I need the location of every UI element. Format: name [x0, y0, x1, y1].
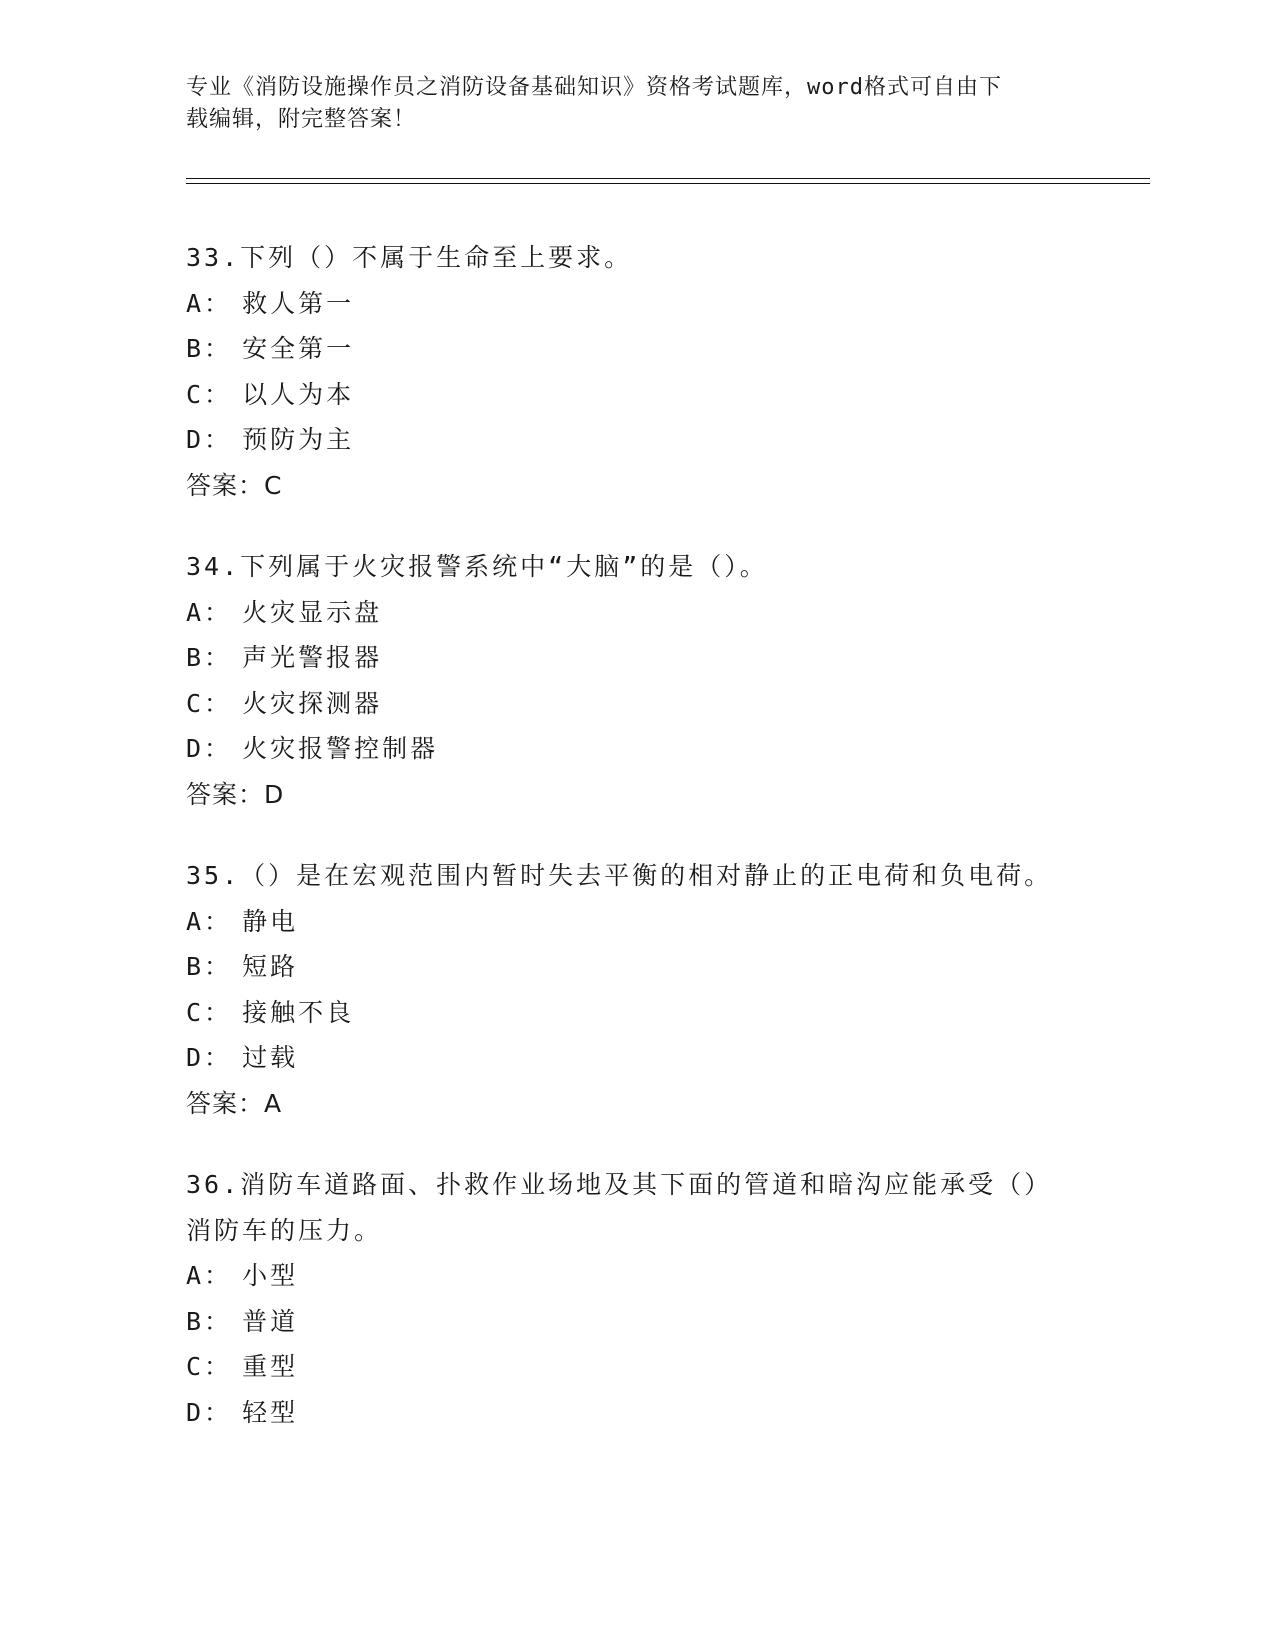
answer-line: 答案：D: [186, 779, 285, 809]
option-text: 静电: [242, 906, 299, 936]
option-key: C：: [186, 1352, 233, 1381]
question-36: [186, 1162, 1086, 1435]
option-text: 接触不良: [242, 997, 355, 1027]
question-34: [186, 544, 1086, 817]
option-c: [186, 990, 1086, 1036]
option-b: [186, 944, 1086, 990]
option-b: [186, 1299, 1086, 1345]
option-key: A：: [186, 288, 233, 318]
question-stem: 35.（）是在宏观范围内暂时失去平衡的相对静止的正电荷和负电荷。: [186, 861, 1053, 890]
question-stem: 34.下列属于火灾报警系统中“大脑”的是（）。: [186, 552, 768, 581]
option-key: B：: [186, 1306, 233, 1336]
option-text: 普道: [242, 1306, 299, 1336]
answer-line: 答案：A: [186, 1088, 283, 1118]
option-d: [186, 1390, 1086, 1436]
option-c: [186, 372, 1086, 418]
option-text: 火灾探测器: [242, 688, 383, 718]
option-key: D：: [186, 734, 233, 763]
option-text: 轻型: [242, 1397, 299, 1427]
option-key: D：: [186, 1043, 233, 1072]
option-key: D：: [186, 425, 233, 454]
option-key: C：: [186, 688, 233, 718]
option-b: [186, 326, 1086, 372]
option-text: 短路: [242, 952, 299, 981]
option-c: [186, 681, 1086, 727]
option-text: 过载: [242, 1043, 299, 1072]
option-d: [186, 1035, 1086, 1081]
option-key: B：: [186, 952, 233, 981]
option-key: A：: [186, 597, 233, 627]
option-key: D：: [186, 1397, 233, 1427]
header-line-2: 载编辑，附完整答案！: [186, 107, 417, 132]
question-stem-line-1: 36.消防车道路面、扑救作业场地及其下面的管道和暗沟应能承受（）: [186, 1170, 1053, 1199]
option-c: [186, 1344, 1086, 1390]
option-key: A：: [186, 1261, 233, 1290]
option-d: [186, 417, 1086, 463]
option-text: 小型: [242, 1261, 299, 1290]
document-header: [186, 72, 1066, 136]
option-key: A：: [186, 906, 233, 936]
option-text: 火灾报警控制器: [242, 734, 439, 763]
option-text: 火灾显示盘: [242, 597, 383, 627]
option-b: [186, 635, 1086, 681]
option-text: 重型: [242, 1352, 299, 1381]
option-text: 预防为主: [242, 425, 355, 454]
question-35: [186, 853, 1086, 1126]
option-a: [186, 590, 1086, 636]
question-stem-line-2: 消防车的压力。: [186, 1215, 383, 1245]
option-key: B：: [186, 334, 233, 363]
question-stem: 33.下列（）不属于生命至上要求。: [186, 243, 633, 272]
option-a: [186, 281, 1086, 327]
option-key: C：: [186, 997, 233, 1027]
option-text: 以人为本: [242, 379, 355, 409]
option-text: 声光警报器: [242, 643, 383, 672]
option-key: C：: [186, 379, 233, 409]
answer-line: 答案：C: [186, 470, 283, 500]
option-a: [186, 899, 1086, 945]
option-d: [186, 726, 1086, 772]
option-text: 安全第一: [242, 334, 355, 363]
option-key: B：: [186, 643, 233, 672]
header-divider: [186, 178, 1150, 184]
option-a: [186, 1253, 1086, 1299]
header-line-1: 专业《消防设施操作员之消防设备基础知识》资格考试题库，word格式可自由下: [186, 75, 1002, 100]
option-text: 救人第一: [242, 288, 355, 318]
question-list: [186, 235, 1086, 1471]
question-33: [186, 235, 1086, 508]
